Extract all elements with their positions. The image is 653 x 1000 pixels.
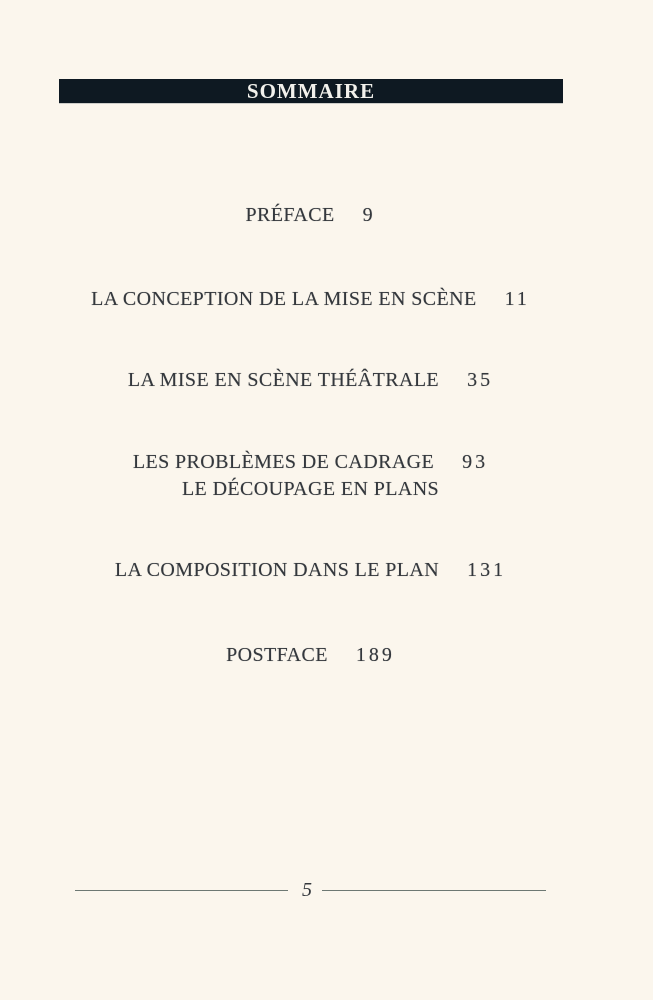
toc-entry-preface	[0, 202, 637, 229]
toc-entry-title: PRÉFACE	[245, 204, 335, 226]
toc-entry-page: 35	[467, 369, 494, 391]
toc-entry-page: 11	[504, 288, 530, 310]
toc-entry-mise-en-scene-theatrale	[0, 367, 637, 394]
toc-entry-page: 189	[355, 644, 395, 666]
toc-entry-line	[0, 476, 637, 503]
page-title: SOMMAIRE	[246, 79, 376, 103]
toc-entry-title: LA MISE EN SCÈNE THÉÂTRALE	[127, 369, 440, 391]
toc-entry-postface	[0, 642, 637, 669]
toc-entry-conception	[0, 286, 637, 313]
toc-entry-page: 131	[467, 559, 507, 581]
footer-rule-right	[322, 890, 546, 891]
page-number: 5	[302, 879, 312, 901]
toc-entry-page: 93	[462, 451, 489, 473]
toc-entry-title: POSTFACE	[226, 644, 328, 666]
toc-entry-composition	[0, 557, 637, 584]
toc-entry-page: 9	[362, 204, 376, 226]
page-footer	[75, 876, 546, 904]
toc-entry-title: LA COMPOSITION DANS LE PLAN	[114, 559, 440, 581]
toc-entry-line	[0, 449, 637, 476]
toc-entry-title: LES PROBLÈMES DE CADRAGE	[132, 451, 435, 473]
toc-entry-subtitle: LE DÉCOUPAGE EN PLANS	[181, 478, 440, 500]
toc-entry-problemes-cadrage	[0, 449, 637, 503]
toc-entry-title: LA CONCEPTION DE LA MISE EN SCÈNE	[91, 288, 477, 310]
sommaire-header-bar	[59, 79, 563, 103]
footer-rule-left	[75, 890, 288, 891]
